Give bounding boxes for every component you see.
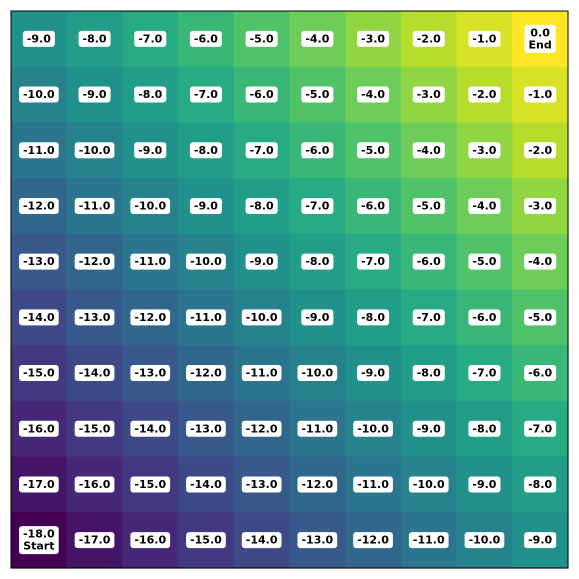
cell-value-label: -1.0	[528, 88, 553, 102]
cell-value-label: -6.0	[361, 199, 386, 213]
cell-label-group	[524, 87, 556, 103]
cell-value-label: -12.0	[190, 366, 222, 380]
cell-value-label: -7.0	[528, 422, 553, 436]
cell-value-label: -17.0	[22, 477, 55, 491]
cell-label-group	[413, 421, 445, 437]
cell-label-group	[297, 365, 337, 381]
cell-value-label: -3.0	[472, 143, 497, 157]
cell-label-group	[357, 142, 389, 158]
cell-value-label: -6.0	[193, 32, 218, 46]
cell-value-label: -9.0	[82, 88, 107, 102]
cell-label-group	[524, 476, 556, 492]
cell-value-label: -14.0	[190, 477, 222, 491]
cell-value-label: -8.0	[193, 143, 218, 157]
cell-value-label: -14.0	[22, 310, 55, 324]
cell-label-group	[524, 365, 556, 381]
cell-label-group	[79, 87, 111, 103]
cell-label-group	[190, 87, 222, 103]
cell-value-label: -14.0	[134, 422, 167, 436]
cell-label-group	[190, 31, 222, 47]
cell-value-label: -7.0	[416, 310, 441, 324]
cell-label-group	[23, 31, 55, 47]
cell-label-group	[186, 476, 226, 492]
cell-label-group	[468, 87, 500, 103]
cell-label-group	[75, 532, 115, 548]
cell-label-group	[75, 365, 115, 381]
cell-value-label: -13.0	[245, 477, 278, 491]
cell-label-group	[242, 421, 282, 437]
cell-value-label: -10.0	[357, 422, 389, 436]
cell-value-label: -2.0	[528, 143, 553, 157]
cell-label-group	[130, 421, 170, 437]
cell-label-group	[409, 476, 449, 492]
cell-label-group	[246, 31, 278, 47]
cell-value-label: -17.0	[78, 533, 111, 547]
cell-tag-label: Start	[23, 539, 55, 553]
cell-label-group	[190, 142, 222, 158]
cell-value-label: -16.0	[78, 477, 111, 491]
cell-value-label: -13.0	[78, 310, 111, 324]
cell-label-group	[19, 254, 59, 270]
cell-value-label: -10.0	[468, 533, 501, 547]
cell-label-group	[186, 421, 226, 437]
cell-label-group	[413, 198, 445, 214]
cell-label-group	[242, 532, 282, 548]
cell-value-label: -15.0	[78, 422, 111, 436]
cell-value-label: -7.0	[472, 366, 497, 380]
cell-label-group	[409, 532, 449, 548]
cell-value-label: -12.0	[22, 199, 55, 213]
cell-label-group	[134, 87, 166, 103]
cell-value-label: -12.0	[78, 255, 111, 269]
cell-value-label: -7.0	[361, 255, 386, 269]
cell-value-label: -6.0	[416, 255, 441, 269]
cell-value-label: -10.0	[412, 477, 445, 491]
cell-value-label: -12.0	[357, 533, 389, 547]
cell-label-group	[301, 309, 333, 325]
cell-label-group	[75, 309, 115, 325]
cell-label-group	[130, 309, 170, 325]
cell-label-group	[524, 532, 556, 548]
cell-value-label: -9.0	[361, 366, 386, 380]
cell-value-label: -10.0	[245, 310, 278, 324]
cell-label-group	[357, 365, 389, 381]
cell-value-label: -8.0	[249, 199, 274, 213]
cell-label-group	[190, 198, 222, 214]
cell-value-label: -10.0	[190, 255, 222, 269]
cell-value-label: -2.0	[472, 88, 497, 102]
cell-value-label: -2.0	[416, 32, 441, 46]
cell-label-group	[246, 142, 278, 158]
cell-label-group	[19, 87, 59, 103]
cell-value-label: -14.0	[78, 366, 111, 380]
cell-value-label: -15.0	[190, 533, 222, 547]
cell-value-label: -12.0	[245, 422, 278, 436]
cell-value-label: -11.0	[78, 199, 111, 213]
cell-label-group	[465, 532, 505, 548]
cell-value-label: -5.0	[249, 32, 274, 46]
cell-value-label: -9.0	[528, 533, 553, 547]
cell-value-label: -11.0	[245, 366, 278, 380]
cell-value-label: -5.0	[361, 143, 386, 157]
cell-value-label: -7.0	[193, 88, 218, 102]
cell-label-group	[130, 198, 170, 214]
cell-label-group	[525, 25, 556, 53]
cell-value-label: -5.0	[416, 199, 441, 213]
cell-label-group	[242, 476, 282, 492]
cell-value-label: -4.0	[305, 32, 330, 46]
cell-label-group	[130, 365, 170, 381]
cell-label-group	[524, 421, 556, 437]
cell-label-group	[134, 31, 166, 47]
cell-value-label: 0.0	[530, 26, 550, 40]
cell-value-label: -9.0	[249, 255, 274, 269]
cell-label-group	[75, 198, 115, 214]
cell-label-group	[242, 309, 282, 325]
cell-value-label: -15.0	[134, 477, 167, 491]
cell-label-group	[524, 198, 556, 214]
cell-label-group	[353, 421, 393, 437]
cell-value-label: -13.0	[190, 422, 222, 436]
cell-label-group	[130, 476, 170, 492]
cell-label-group	[134, 142, 166, 158]
cell-value-label: -8.0	[138, 88, 163, 102]
cell-label-group	[186, 532, 226, 548]
cell-value-label: -11.0	[134, 255, 167, 269]
cell-value-label: -8.0	[528, 477, 553, 491]
cell-label-group	[468, 476, 500, 492]
cell-label-group	[357, 31, 389, 47]
cell-label-group	[524, 309, 556, 325]
cell-value-label: -8.0	[416, 366, 441, 380]
cell-label-group	[75, 421, 115, 437]
cell-value-label: -13.0	[134, 366, 167, 380]
cell-label-group	[186, 365, 226, 381]
cell-label-group	[524, 254, 556, 270]
cell-label-group	[301, 31, 333, 47]
cell-value-label: -6.0	[528, 366, 553, 380]
cell-label-group	[19, 476, 59, 492]
cell-label-group	[413, 365, 445, 381]
cell-value-label: -11.0	[357, 477, 389, 491]
cell-value-label: -5.0	[472, 255, 497, 269]
cell-label-group	[468, 31, 500, 47]
cell-value-label: -12.0	[301, 477, 334, 491]
cell-label-group	[19, 142, 59, 158]
cell-label-group	[19, 421, 59, 437]
cell-value-label: -5.0	[305, 88, 330, 102]
cell-label-group	[19, 526, 59, 554]
cell-value-label: -9.0	[26, 32, 51, 46]
cell-value-label: -8.0	[305, 255, 330, 269]
cell-value-label: -3.0	[361, 32, 386, 46]
cell-value-label: -7.0	[305, 199, 330, 213]
cell-label-group	[357, 198, 389, 214]
cell-value-label: -7.0	[138, 32, 163, 46]
cell-value-label: -5.0	[528, 310, 553, 324]
cell-value-label: -13.0	[301, 533, 334, 547]
cell-label-group	[19, 365, 59, 381]
cell-label-group	[19, 198, 59, 214]
cell-value-label: -9.0	[193, 199, 218, 213]
cell-tag-label: End	[528, 38, 552, 52]
cell-label-group	[246, 198, 278, 214]
cell-label-group	[353, 532, 393, 548]
cell-value-label: -11.0	[22, 143, 55, 157]
cell-label-group	[468, 421, 500, 437]
cell-label-group	[413, 142, 445, 158]
cell-label-group	[75, 476, 115, 492]
cell-label-group	[524, 142, 556, 158]
cell-value-label: -4.0	[472, 199, 497, 213]
cell-value-label: -9.0	[416, 422, 441, 436]
cell-value-label: -4.0	[528, 255, 553, 269]
cell-value-label: -6.0	[305, 143, 330, 157]
cell-value-label: -9.0	[472, 477, 497, 491]
cell-label-group	[75, 254, 115, 270]
cell-label-group	[130, 532, 170, 548]
cell-value-label: -6.0	[472, 310, 497, 324]
cell-value-label: -13.0	[22, 255, 55, 269]
cell-value-label: -10.0	[134, 199, 167, 213]
cell-value-label: -10.0	[301, 366, 334, 380]
cell-label-group	[468, 142, 500, 158]
cell-label-group	[75, 142, 115, 158]
cell-label-group	[246, 87, 278, 103]
cell-label-group	[19, 309, 59, 325]
cell-label-group	[301, 198, 333, 214]
cell-value-label: -4.0	[361, 88, 386, 102]
cell-label-group	[186, 254, 226, 270]
cell-label-group	[357, 87, 389, 103]
cell-value-label: -6.0	[249, 88, 274, 102]
cell-value-label: -7.0	[249, 143, 274, 157]
cell-value-label: -15.0	[22, 366, 55, 380]
cell-value-label: -8.0	[472, 422, 497, 436]
cell-label-group	[297, 476, 337, 492]
cell-label-group	[353, 476, 393, 492]
cell-value-label: -8.0	[361, 310, 386, 324]
cell-label-group	[186, 309, 226, 325]
cell-label-group	[79, 31, 111, 47]
cell-label-group	[413, 87, 445, 103]
cell-value-label: -3.0	[528, 199, 553, 213]
cell-value-label: -18.0	[22, 527, 55, 541]
cell-value-label: -16.0	[134, 533, 167, 547]
cell-label-group	[242, 365, 282, 381]
cell-value-label: -9.0	[305, 310, 330, 324]
cell-label-group	[130, 254, 170, 270]
cell-label-group	[468, 198, 500, 214]
cell-label-group	[246, 254, 278, 270]
cell-value-label: -9.0	[138, 143, 163, 157]
cell-value-label: -3.0	[416, 88, 441, 102]
cell-label-group	[413, 309, 445, 325]
cell-label-group	[413, 254, 445, 270]
cell-value-label: -16.0	[22, 422, 55, 436]
cell-value-label: -10.0	[78, 143, 111, 157]
cell-value-label: -11.0	[412, 533, 445, 547]
cell-label-group	[301, 254, 333, 270]
cell-label-group	[468, 309, 500, 325]
cell-value-label: -8.0	[82, 32, 107, 46]
cell-label-group	[468, 365, 500, 381]
cell-label-group	[413, 31, 445, 47]
cell-label-group	[357, 254, 389, 270]
cell-label-group	[468, 254, 500, 270]
cell-value-label: -11.0	[190, 310, 222, 324]
cell-label-group	[297, 532, 337, 548]
cell-label-group	[301, 87, 333, 103]
cell-value-label: -1.0	[472, 32, 497, 46]
cell-label-group	[357, 309, 389, 325]
cell-value-label: -12.0	[134, 310, 167, 324]
cell-value-label: -10.0	[22, 88, 55, 102]
cell-value-label: -4.0	[416, 143, 441, 157]
cell-value-label: -14.0	[245, 533, 278, 547]
cell-value-label: -11.0	[301, 422, 334, 436]
cell-label-group	[301, 142, 333, 158]
cell-label-group	[297, 421, 337, 437]
